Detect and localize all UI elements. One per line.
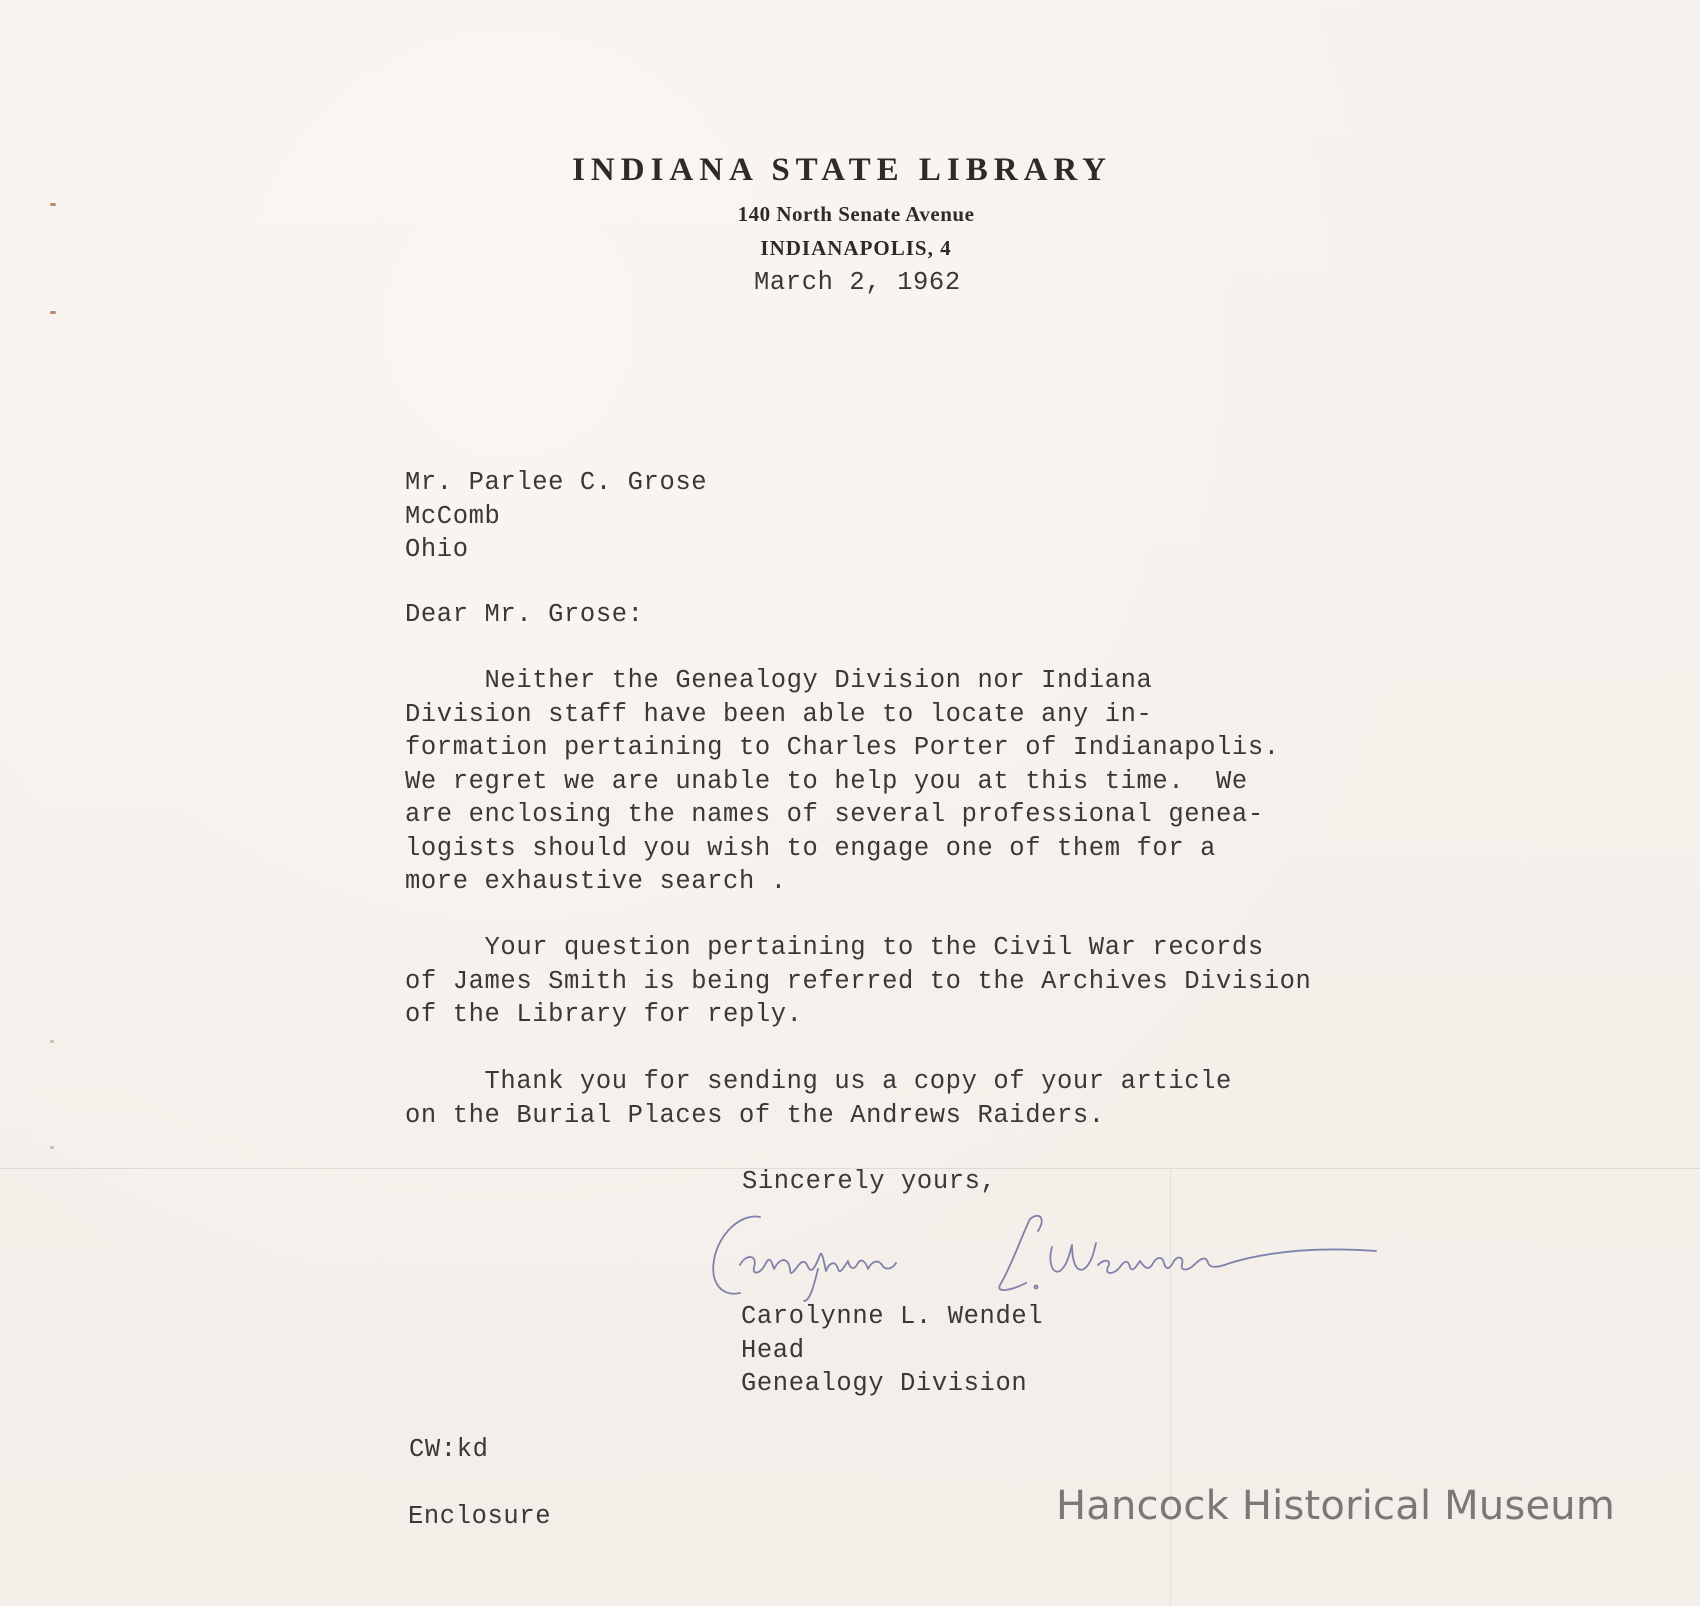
signer-block (741, 1300, 1043, 1401)
reference-initials: CW:kd (409, 1435, 489, 1464)
signer-division: Genealogy Division (741, 1369, 1028, 1398)
recipient-state: Ohio (405, 535, 469, 564)
salutation: Dear Mr. Grose: (405, 600, 644, 629)
signer-title: Head (741, 1335, 805, 1365)
letterhead-street: 140 North Senate Avenue (737, 202, 975, 226)
museum-watermark: Hancock Historical Museum (1056, 1483, 1615, 1529)
recipient-city: McComb (405, 501, 501, 531)
enclosure-note: Enclosure (408, 1502, 552, 1531)
letter-date: March 2, 1962 (754, 268, 961, 297)
paper-edge-mark (50, 311, 56, 314)
closing: Sincerely yours, (742, 1167, 997, 1196)
handwritten-signature (700, 1205, 1390, 1305)
paper-edge-mark (50, 1040, 54, 1043)
body-paragraph-1: Neither the Genealogy Division nor Indiana Division staff have been able to locate any in- formation pertaining to Charles Porter of Indianapolis. We regret we are unable to help you at this time. We are enclosing the names of several professional genea- logists should you wish to engage one of them for a more exhaustive search . (405, 666, 1280, 896)
body-paragraph-2: Your question pertaining to the Civil War records of James Smith is being referred to the Archives Division of the Library for reply. (405, 933, 1312, 1029)
body-paragraph-3: Thank you for sending us a copy of your article on the Burial Places of the Andrews Raiders. (405, 1067, 1232, 1130)
signer-name: Carolynne L. Wendel (741, 1302, 1044, 1331)
recipient-address (405, 466, 707, 567)
letterhead-title: INDIANA STATE LIBRARY (572, 152, 1112, 188)
letterhead-city: INDIANAPOLIS, 4 (760, 236, 952, 260)
paper-edge-mark (50, 1146, 54, 1149)
recipient-name: Mr. Parlee C. Grose (405, 468, 708, 497)
